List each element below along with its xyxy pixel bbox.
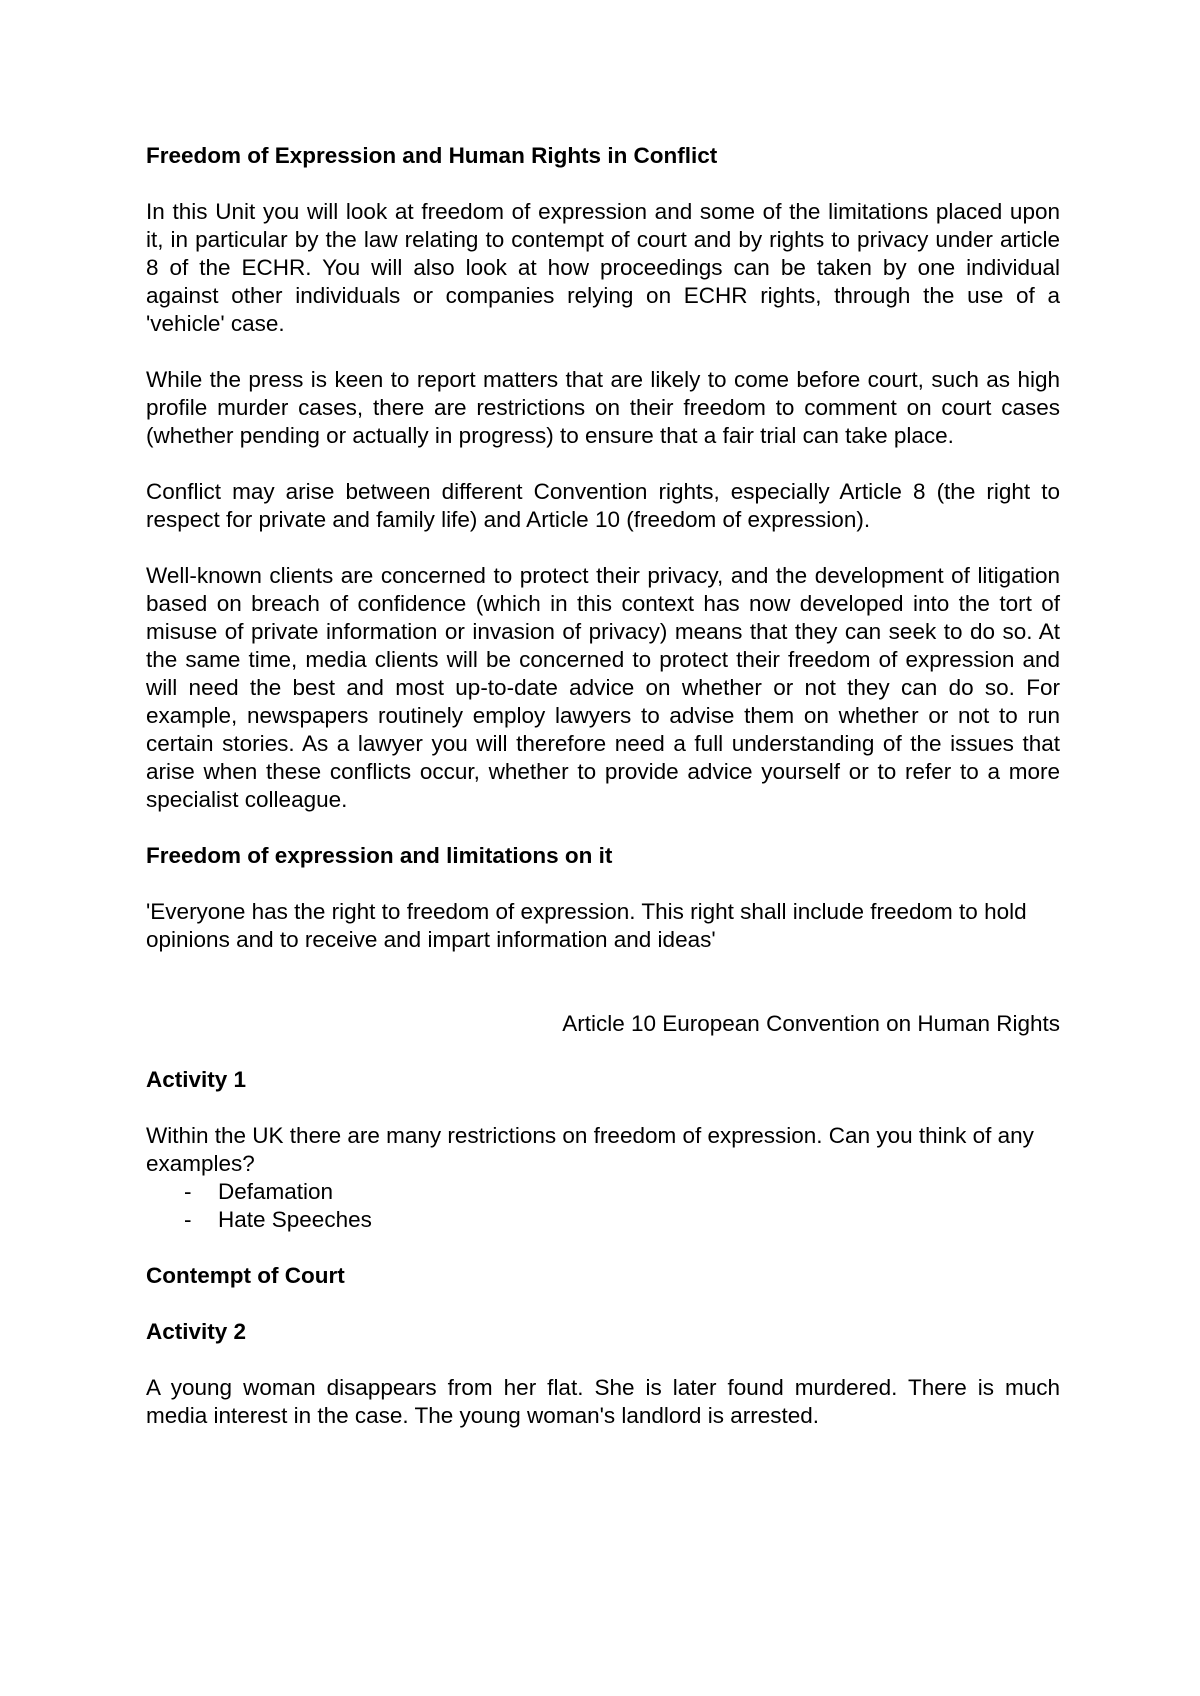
section-heading-contempt-of-court: Contempt of Court — [146, 1263, 345, 1288]
intro-paragraph-4: Well-known clients are concerned to protect their privacy, and the development of litigation based on breach of confidence (which in this context has now developed into the tort of misuse of private information or invasion of privacy) means that they can seek to do so. At the same time, media clients will be concerned to protect their freedom of expression and will need the best and most up-to-date advice on whether or not they can do so. For example, newspapers routinely employ lawyers to advise them on whether or not to run certain stories. As a lawyer you will therefore need a full understanding of the issues that arise when these conflicts occur, whether to provide advice yourself or to refer to a more specialist colleague. — [146, 563, 1060, 812]
activity-1-heading: Activity 1 — [146, 1067, 247, 1092]
activity-2-heading: Activity 2 — [146, 1319, 247, 1344]
dash-bullet: - — [184, 1207, 192, 1232]
intro-paragraph-2: While the press is keen to report matters that are likely to come before court, such as high profile murder cases, there are restrictions on their freedom to comment on court cases (whether pending or actually in progress) to ensure that a fair trial can take place. — [146, 367, 1060, 448]
list-item — [146, 1206, 1060, 1234]
activity-2-text: A young woman disappears from her flat. She is later found murdered. There is much media interest in the case. The young woman's landlord is arrested. — [146, 1375, 1060, 1428]
document-body — [146, 142, 1060, 1458]
section-heading-freedom-of-expression: Freedom of expression and limitations on it — [146, 843, 613, 868]
article-10-citation: Article 10 European Convention on Human Rights — [562, 1011, 1060, 1036]
list-item — [146, 1178, 1060, 1206]
activity-1-question: Within the UK there are many restrictions on freedom of expression. Can you think of any examples? — [146, 1123, 1034, 1176]
document-title: Freedom of Expression and Human Rights in Conflict — [146, 143, 718, 168]
intro-paragraph-1: In this Unit you will look at freedom of expression and some of the limitations placed upon it, in particular by the law relating to contempt of court and by rights to privacy under article 8 of the ECHR. You will also look at how proceedings can be taken by one individual against other individuals or companies relying on ECHR rights, through the use of a 'vehicle' case. — [146, 199, 1060, 336]
activity-1-examples-list — [146, 1178, 1060, 1234]
intro-paragraph-3: Conflict may arise between different Convention rights, especially Article 8 (the right to respect for private and family life) and Article 10 (freedom of expression). — [146, 479, 1060, 532]
list-item-text: Hate Speeches — [218, 1207, 372, 1232]
list-item-text: Defamation — [218, 1179, 334, 1204]
article-10-quote: 'Everyone has the right to freedom of expression. This right shall include freedom to hold opinions and to receive and impart information and ideas' — [146, 899, 1027, 952]
dash-bullet: - — [184, 1179, 192, 1204]
